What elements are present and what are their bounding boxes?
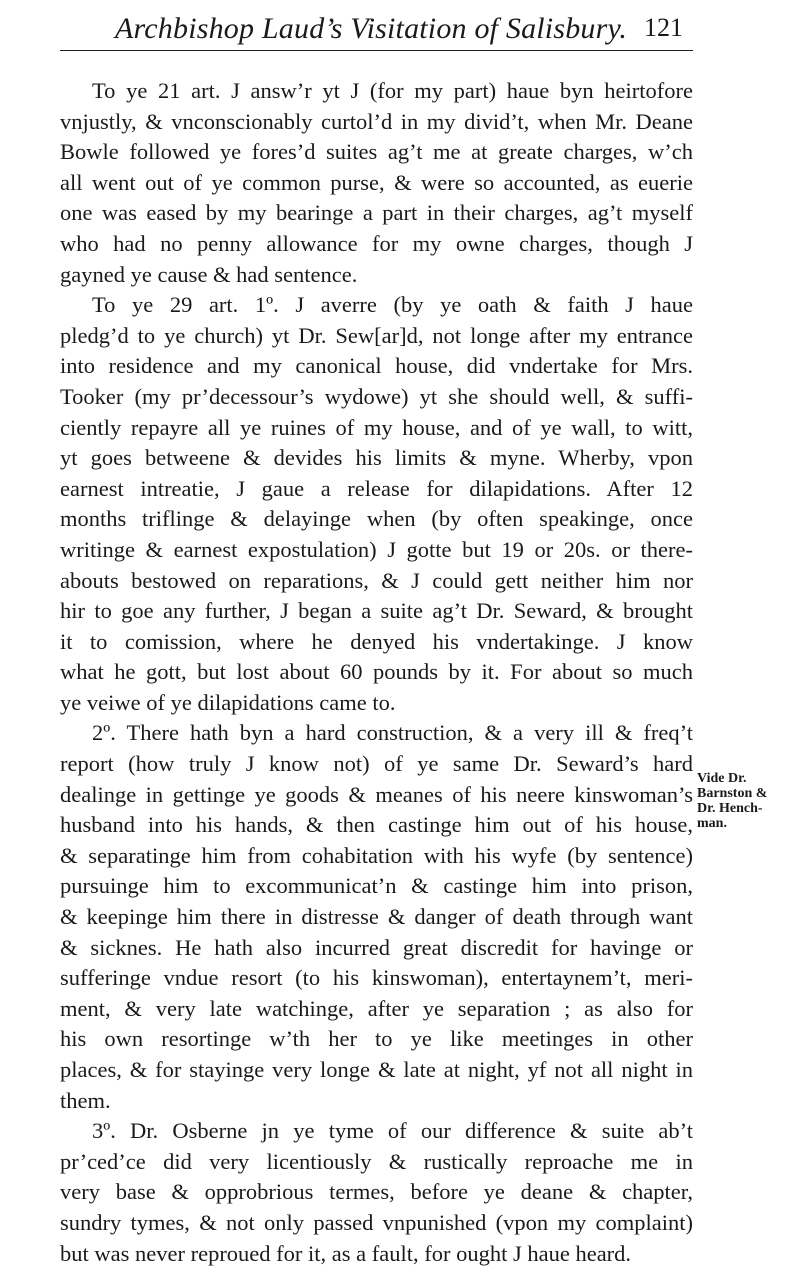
text-line: ciently repayre all ye ruines of my house, and of ye wall, to witt, bbox=[60, 414, 693, 440]
text-line: yt goes betweene & devides his limits & myne. Wherby, vpon bbox=[60, 445, 693, 471]
paragraph-second bbox=[60, 718, 693, 1116]
margin-note-line: man. bbox=[697, 816, 727, 831]
text-line: dealinge in gettinge ye goods & meanes of his neere kinswoman’s bbox=[60, 781, 693, 807]
text-line: vnjustly, & vnconscionably curtol’d in my divid’t, when Mr. Deane bbox=[60, 108, 693, 134]
text-line: Tooker (my pr’decessour’s wydowe) yt she should well, & suffi- bbox=[60, 383, 693, 409]
text-line: sundry tymes, & not only passed vnpunished (vpon my complaint) bbox=[60, 1209, 693, 1235]
text-line: 2º. There hath byn a hard construction, & a very ill & freq’t bbox=[92, 720, 693, 746]
text-line: hir to goe any further, J began a suite ag’t Dr. Seward, & brought bbox=[60, 598, 693, 624]
body-text bbox=[60, 76, 693, 1269]
text-line: earnest intreatie, J gaue a release for dilapidations. After 12 bbox=[60, 475, 693, 501]
margin-note-line: Barnston & bbox=[697, 786, 768, 801]
running-title: Archbishop Laud’s Visitation of Salisbury. bbox=[115, 12, 628, 45]
text-line: them. bbox=[60, 1087, 111, 1113]
text-line: into residence and my canonical house, did vndertake for Mrs. bbox=[60, 353, 693, 379]
text-line: who had no penny allowance for my owne charges, though J bbox=[60, 230, 693, 256]
text-line: ment, & very late watchinge, after ye separation ; as also for bbox=[60, 995, 693, 1021]
text-line: pr’ced’ce did very licentiously & rustically reproache me in bbox=[60, 1148, 693, 1174]
page-number: 121 bbox=[644, 13, 683, 42]
text-line: Bowle followed ye fores’d suites ag’t me at greate charges, w’ch bbox=[60, 139, 693, 165]
text-line: & keepinge him there in distresse & danger of death through want bbox=[60, 904, 693, 930]
text-line: gayned ye cause & had sentence. bbox=[60, 261, 358, 287]
text-line: writinge & earnest expostulation) J gotte but 19 or 20s. or there- bbox=[60, 536, 693, 562]
text-line: places, & for stayinge very longe & late at night, yf not all night in bbox=[60, 1057, 693, 1082]
text-line: it to comission, where he denyed his vndertakinge. J know bbox=[60, 628, 693, 654]
text-line: one was eased by my bearinge a part in their charges, ag’t myself bbox=[60, 200, 693, 226]
text-line: his own resortinge w’th her to ye like meetinges in other bbox=[60, 1026, 693, 1052]
margin-note-line: Vide Dr. bbox=[697, 771, 747, 786]
text-line: To ye 21 art. J answ’r yt J (for my part) haue byn heirtofore bbox=[92, 78, 693, 103]
text-line: ye veiwe of ye dilapidations came to. bbox=[60, 689, 396, 715]
running-head bbox=[60, 12, 693, 51]
margin-note bbox=[697, 771, 797, 831]
text-line: sufferinge vndue resort (to his kinswoman), entertaynem’t, meri- bbox=[60, 965, 693, 991]
text-line: pledg’d to ye church) yt Dr. Sew[ar]d, not longe after my entrance bbox=[60, 322, 693, 348]
text-line: abouts bestowed on reparations, & J could gett neither him nor bbox=[60, 567, 693, 593]
margin-note-line: Dr. Hench- bbox=[697, 801, 763, 816]
text-line: pursuinge him to excommunicat’n & castinge him into prison, bbox=[60, 873, 693, 899]
text-line: & sicknes. He hath also incurred great discredit for havinge or bbox=[60, 934, 693, 960]
text-line: & separatinge him from cohabitation with his wyfe (by sentence) bbox=[60, 842, 693, 868]
text-line: To ye 29 art. 1º. J averre (by ye oath & faith J haue bbox=[92, 292, 693, 318]
paragraph-article-29-first bbox=[60, 290, 693, 718]
text-line: all went out of ye common purse, & were so accounted, as euerie bbox=[60, 169, 693, 195]
text-line: husband into his hands, & then castinge him out of his house, bbox=[60, 812, 693, 838]
text-line: what he gott, but lost about 60 pounds by it. For about so much bbox=[60, 659, 693, 685]
text-line: 3º. Dr. Osberne jn ye tyme of our difference & suite ab’t bbox=[92, 1118, 693, 1144]
paragraph-third bbox=[60, 1116, 693, 1269]
paragraph-article-21 bbox=[60, 76, 693, 290]
text-line: months triflinge & delayinge when (by often speakinge, once bbox=[60, 506, 693, 532]
text-line: report (how truly J know not) of ye same Dr. Seward’s hard bbox=[60, 751, 693, 777]
text-line: but was never reproued for it, as a fault, for ought J haue heard. bbox=[60, 1240, 632, 1266]
text-line: very base & opprobrious termes, before ye deane & chapter, bbox=[60, 1179, 693, 1205]
